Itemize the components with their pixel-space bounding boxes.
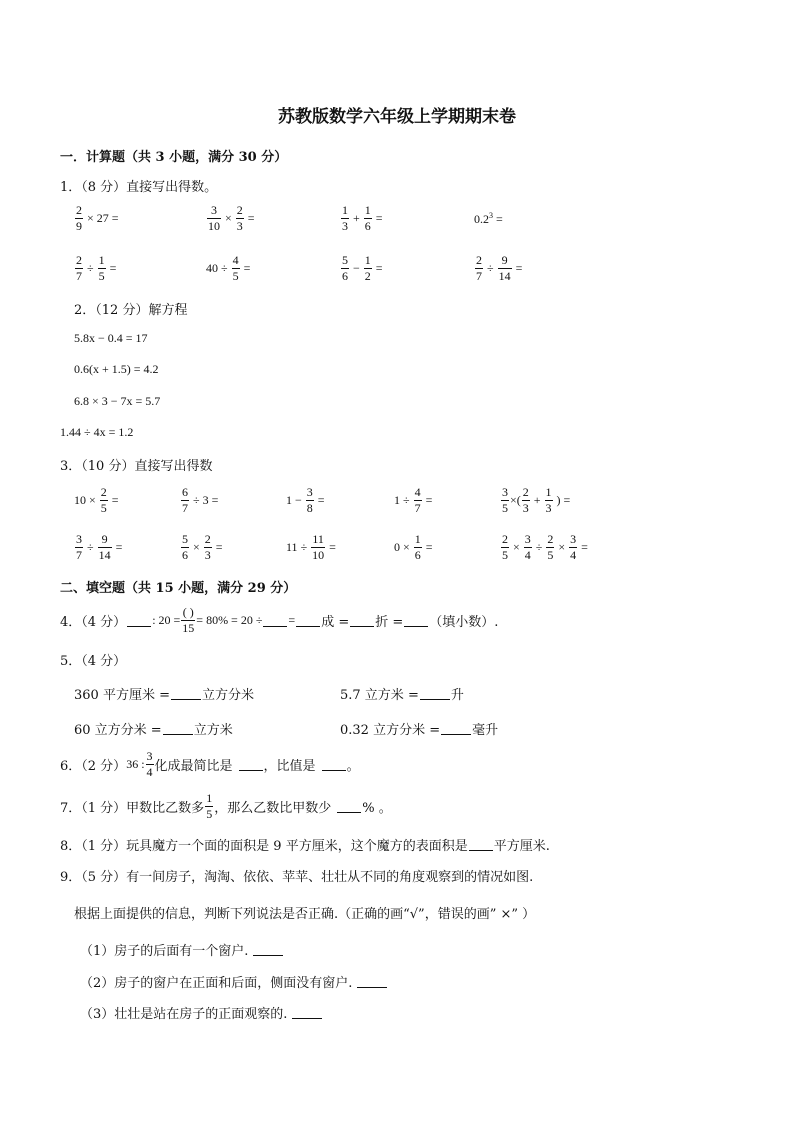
q2-equation-4: 1.44 ÷ 4x = 1.2 bbox=[60, 425, 134, 439]
fraction: $\frac{1}{2}$ bbox=[364, 253, 371, 283]
fraction: $\frac{11}{10}$ bbox=[312, 532, 325, 562]
fraction: $\frac{2}{5}$ bbox=[100, 485, 107, 515]
fraction: $\frac{9}{14}$ bbox=[498, 253, 511, 283]
q1-label: 1．（8 分）直接写出得数。 bbox=[60, 180, 218, 195]
q5-item-2: 5.7 立方米 = 升 bbox=[340, 688, 464, 703]
q2-equation-2: 0.6(x + 1.5) = 4.2 bbox=[74, 362, 159, 376]
fraction: $\frac{3}{10}$ bbox=[208, 203, 220, 233]
fraction: $\frac{1}{6}$ bbox=[364, 203, 371, 233]
answer-blank[interactable] bbox=[263, 615, 287, 627]
fraction: $\frac{3}{4}$ bbox=[570, 532, 577, 562]
q3-item-7: $\frac{5}{6}$ × $\frac{2}{3}$ = bbox=[182, 532, 223, 562]
answer-blank[interactable] bbox=[239, 759, 263, 771]
fraction: $\frac{2}{3}$ bbox=[522, 485, 529, 515]
fraction: $\frac{1}{5}$ bbox=[206, 791, 213, 821]
q1-item-8: $\frac{2}{7}$ ÷ $\frac{9}{14}$ = bbox=[476, 253, 523, 283]
q2-label: 2．（12 分）解方程 bbox=[74, 303, 188, 318]
fraction: $\frac{5}{6}$ bbox=[342, 253, 348, 283]
fraction: $\frac{1}{6}$ bbox=[414, 532, 421, 562]
fraction: $\frac{3}{7}$ bbox=[76, 532, 82, 562]
section-2-heading: 二、填空题（共 15 小题，满分 29 分） bbox=[60, 581, 297, 596]
fraction: $\frac{1}{3}$ bbox=[342, 203, 348, 233]
answer-blank[interactable] bbox=[404, 615, 428, 627]
fraction: $\frac{9}{14}$ bbox=[98, 532, 111, 562]
q7: 7．（1 分）甲数比乙数多 $\frac{1}{5}$ ，那么乙数比甲数少 % 。 bbox=[60, 791, 392, 821]
q1-item-2: $\frac{3}{10}$ × $\frac{2}{3}$ = bbox=[208, 203, 255, 233]
q1-item-3: $\frac{1}{3}$ + $\frac{1}{6}$ = bbox=[342, 203, 383, 233]
q4: 4．（4 分） : 20 = $\frac{( )}{15}$ = 80% = 20 ÷ = 成 = 折 = （填小数）. bbox=[60, 605, 499, 635]
q9-label: 9．（5 分）有一间房子，淘淘、依依、苹苹、壮壮从不同的角度观察到的情况如图. bbox=[60, 870, 534, 885]
q3-item-5: $\frac{3}{5}$ ×( $\frac{2}{3}$ + $\frac{1}{3}$ ) = bbox=[502, 485, 571, 515]
q3-label: 3．（10 分）直接写出得数 bbox=[60, 459, 213, 474]
q5-item-3: 60 立方分米 = 立方米 bbox=[74, 723, 233, 738]
q9-statement-2: （2）房子的窗户在正面和后面，侧面没有窗户. bbox=[80, 972, 388, 991]
fraction: $\frac{2}{7}$ bbox=[76, 253, 82, 283]
fraction: $\frac{2}{5}$ bbox=[502, 532, 508, 562]
q5-item-1: 360 平方厘米 = 立方分米 bbox=[74, 688, 254, 703]
q5-item-4: 0.32 立方分米 = 毫升 bbox=[340, 723, 499, 738]
fraction: $\frac{4}{5}$ bbox=[232, 253, 239, 283]
fraction: $\frac{2}{5}$ bbox=[547, 532, 554, 562]
fraction: $\frac{2}{9}$ bbox=[76, 203, 82, 233]
answer-blank[interactable] bbox=[163, 723, 193, 735]
fraction: $\frac{1}{5}$ bbox=[98, 253, 105, 283]
answer-blank[interactable] bbox=[469, 839, 493, 851]
fraction: $\frac{3}{4}$ bbox=[146, 749, 153, 779]
fraction: $\frac{2}{3}$ bbox=[236, 203, 243, 233]
q2-equation-3: 6.8 × 3 − 7x = 5.7 bbox=[74, 394, 161, 408]
fraction: $\frac{6}{7}$ bbox=[182, 485, 188, 515]
q9-statement-3: （3）壮壮是站在房子的正面观察的. bbox=[80, 1003, 323, 1022]
q1-item-5: $\frac{2}{7}$ ÷ $\frac{1}{5}$ = bbox=[76, 253, 117, 283]
q9-instruction: 根据上面提供的信息，判断下列说法是否正确.（正确的画“√”，错误的画” ×” ） bbox=[74, 907, 536, 922]
q1-item-1: $\frac{2}{9}$ × 27 = bbox=[76, 203, 119, 233]
q1-item-4: $0.2^3$ = bbox=[474, 211, 503, 226]
answer-blank[interactable] bbox=[292, 1007, 322, 1019]
answer-blank[interactable] bbox=[253, 944, 283, 956]
q3-item-10: $\frac{2}{5}$ × $\frac{3}{4}$ ÷ $\frac{2}{5}$ × $\frac{3}{4}$ = bbox=[502, 532, 588, 562]
fraction: $\frac{3}{8}$ bbox=[306, 485, 313, 515]
q3-item-6: $\frac{3}{7}$ ÷ $\frac{9}{14}$ = bbox=[76, 532, 123, 562]
q1-item-7: $\frac{5}{6}$ − $\frac{1}{2}$ = bbox=[342, 253, 383, 283]
fraction: $\frac{4}{7}$ bbox=[414, 485, 421, 515]
fraction: $\frac{5}{6}$ bbox=[182, 532, 188, 562]
answer-blank[interactable] bbox=[337, 801, 361, 813]
answer-blank[interactable] bbox=[322, 759, 346, 771]
q1-item-6: 40 ÷ $\frac{4}{5}$ = bbox=[206, 253, 251, 283]
answer-blank[interactable] bbox=[127, 615, 151, 627]
answer-blank[interactable] bbox=[357, 976, 387, 988]
fraction: $\frac{2}{7}$ bbox=[476, 253, 482, 283]
q3-item-4: 1 ÷ $\frac{4}{7}$ = bbox=[394, 485, 433, 515]
answer-blank[interactable] bbox=[441, 723, 471, 735]
fraction: $\frac{2}{3}$ bbox=[204, 532, 211, 562]
q3-item-9: 0 × $\frac{1}{6}$ = bbox=[394, 532, 433, 562]
answer-blank[interactable] bbox=[171, 688, 201, 700]
q3-item-3: 1 − $\frac{3}{8}$ = bbox=[286, 485, 325, 515]
q2-equation-1: 5.8x − 0.4 = 17 bbox=[74, 331, 148, 345]
answer-blank[interactable] bbox=[296, 615, 320, 627]
fraction: $\frac{3}{5}$ bbox=[502, 485, 508, 515]
q5-label: 5．（4 分） bbox=[60, 654, 127, 669]
section-1-heading: 一．计算题（共 3 小题，满分 30 分） bbox=[60, 150, 288, 165]
q8: 8．（1 分）玩具魔方一个面的面积是 9 平方厘米，这个魔方的表面积是 平方厘米. bbox=[60, 839, 550, 854]
q3-item-1: 10 × $\frac{2}{5}$ = bbox=[74, 485, 119, 515]
page-title: 苏教版数学六年级上学期期末卷 bbox=[278, 107, 516, 127]
fraction: $\frac{( )}{15}$ bbox=[182, 605, 195, 635]
answer-blank[interactable] bbox=[350, 615, 374, 627]
fraction: $\frac{1}{3}$ bbox=[545, 485, 552, 515]
q9-statement-1: （1）房子的后面有一个窗户. bbox=[80, 940, 284, 959]
q3-item-2: $\frac{6}{7}$ ÷ 3 = bbox=[182, 485, 219, 515]
answer-blank[interactable] bbox=[420, 688, 450, 700]
q3-item-8: 11 ÷ $\frac{11}{10}$ = bbox=[286, 532, 336, 562]
fraction: $\frac{3}{4}$ bbox=[524, 532, 531, 562]
q6: 6．（2 分） 36 : $\frac{3}{4}$ 化成最简比是 ，比值是 。 bbox=[60, 749, 360, 779]
